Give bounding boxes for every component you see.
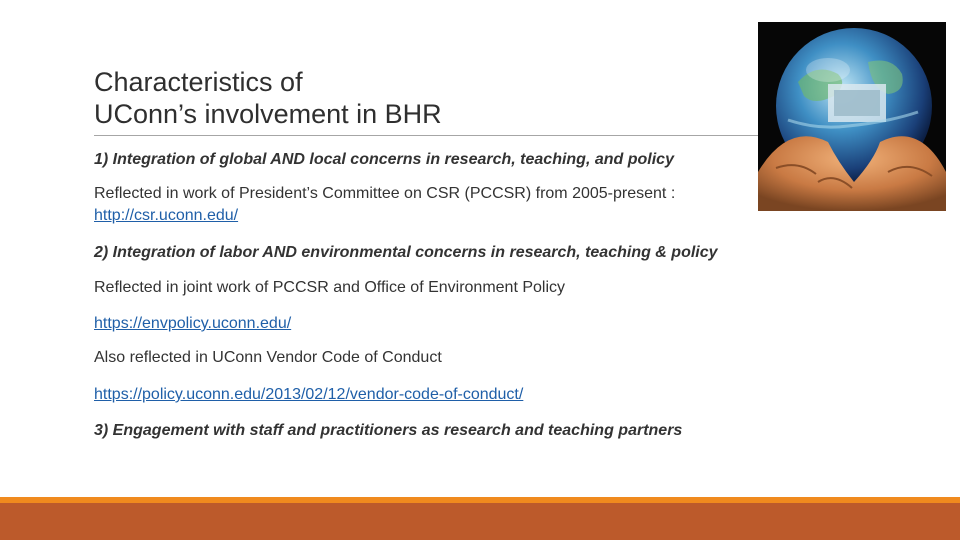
- globe-in-hands-image: [758, 22, 946, 211]
- link-vendor-code[interactable]: https://policy.uconn.edu/2013/02/12/vendor-code-of-conduct/: [94, 386, 524, 403]
- heading-labor-environment: 2) Integration of labor AND environmental concerns in research, teaching & policy: [94, 244, 718, 261]
- heading-engagement: 3) Engagement with staff and practitioners as research and teaching partners: [94, 422, 683, 439]
- footer-band: [0, 503, 960, 540]
- text-pccsr-work: Reflected in work of President’s Committee on CSR (PCCSR) from 2005-present :: [94, 185, 676, 202]
- link-envpolicy[interactable]: https://envpolicy.uconn.edu/: [94, 315, 292, 332]
- link-csr-uconn[interactable]: http://csr.uconn.edu/: [94, 207, 239, 224]
- slide-title-line-1: Characteristics of: [94, 67, 303, 97]
- slide-title: [94, 66, 754, 130]
- title-divider: [94, 135, 762, 136]
- globe-in-hands-icon: [758, 22, 946, 211]
- slide-title-line-2: UConn’s involvement in BHR: [94, 99, 442, 129]
- heading-global-local: 1) Integration of global AND local concerns in research, teaching, and policy: [94, 151, 674, 168]
- text-vendor-code: Also reflected in UConn Vendor Code of Conduct: [94, 349, 442, 366]
- text-pccsr-environment: Reflected in joint work of PCCSR and Office of Environment Policy: [94, 279, 566, 296]
